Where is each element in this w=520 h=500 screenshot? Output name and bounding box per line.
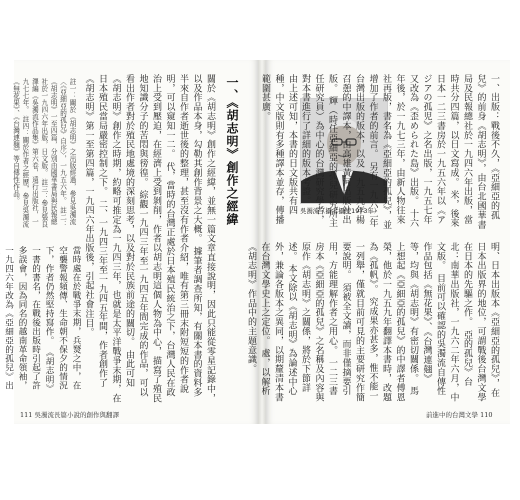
paragraph: 由上述可知，本書的日文版共有四種，中文版則有多種譯本並存，傳播範圍甚廣。 [260, 74, 297, 225]
section-heading: 一、《胡志明》創作之經緯 [225, 76, 239, 226]
footnotes [11, 78, 76, 228]
left-page [3, 60, 258, 424]
paragraph: 目前可以確認的吳濁流自傳性作品包括《無花果》、《台灣連翹》等，均與《胡志明》有密切關係。 [408, 242, 445, 396]
right-page [246, 60, 510, 424]
right-body-lower [246, 242, 500, 402]
paragraph: 輝（時任亞細亞的孤兒研究所主任研究員）為中心的台灣研究學者，對本書進行了詳細的版本考證。 [300, 74, 337, 228]
paragraph: 須被全文讀，而非僅摘要引用，方能理解作者之用心。 [327, 242, 351, 396]
paragraph: 代，當時的台灣正處於日本殖民統治之下，台灣人民在政治上受到壓迫，在經濟上受到剝削，作者以胡志明這個人物為中心，描寫了殖民地知識分子的苦悶與徬徨。 [137, 74, 175, 403]
footnote: 註三：參見張良澤編《吳濁流作品集》第六卷，遠行出版社，一九七七年。 [20, 78, 48, 228]
quote-paragraph: 當時處在於戰爭末期，兵燹之中，在空襲警報頻傳、生命朝不保夕的情況下，作者仍然堅持寫作。 [44, 246, 81, 390]
footnote: 註四：關於作者之經歷，參見吳濁流《無花果》、《台灣連翹》等自傳性作品。 [11, 78, 29, 228]
paragraph: 究成果亦甚多，惟不能一一列舉，僅就目前可見的主要研究作簡要說明。 [340, 242, 378, 402]
footnote: 註二：《胡志明》一至四篇，分別由國華書局與民報總社於一九四六年出版，日文版。 [39, 78, 67, 228]
paragraph: 馬上想起《亞細亞的孤兒》的中譯者傅恩榮，他於一九五九年翻譯本書時，改題為《孤帆》。 [367, 242, 418, 402]
left-body-text [84, 74, 216, 404]
photo-caption: 吳濁流（攝者攝於1973年） [300, 207, 381, 215]
paragraph: 明、日本出版本《亞細亞的孤兒》，在日本出版界的地位，可謂戰後台灣文學在日本的先驅之作。 [462, 242, 499, 402]
paragraph: 處，以解析《胡志明》作品中的主題意識。 [246, 242, 270, 396]
paragraph: 由此可知《胡志明》創作之時期，約略可推定為一九四三年，也就是太平洋戰爭末期，在日本殖民當局嚴密控制之下。 [97, 74, 134, 403]
quote-block [3, 246, 82, 396]
paragraph: 十六年後，於一九七三年，由新人物往來社再版，書名為《亞細亞的孤兒》，並增加了作者的前言。 [367, 74, 418, 230]
left-running-footer: 111 吳濁流長篇小說的創作與翻譯 [20, 411, 119, 419]
paragraph: 一二三書房本《亞細亞的孤兒》之名稱及內容與原作《胡志明》之關係，將於下節詳述。 [286, 242, 337, 402]
paragraph: 米，後來日本一二三書房於一九五六年以《アジアの孤児》之名出版，一九五七年又改為《歪められた島》出版。 [408, 74, 459, 228]
paragraph: 關於《胡志明》創作之經緯，並無一篇文章直接說明，因此只能從零星記錄中，以及作品本身，勾勒其創作背景之大概。 [191, 74, 215, 403]
quote-paragraph: 《胡志明》一書的書名，在戰後出版時引起了許多誤會，因為同名的越南革命領袖，一九四六年改為《亞細亞的孤兒》出 [3, 246, 54, 394]
book-spread [3, 60, 510, 424]
paragraph: 本文除以《胡志明》為論述中心外，兼論各版本之異同，以期釐清本書在台灣文學史上之定位。 [259, 242, 297, 402]
right-body-upper-left [260, 74, 298, 232]
paragraph: 據筆者調查所知，有關本書的資料多半來自作者逝世後的整理，甚至沒有作者介紹，唯有第三冊末附短短的作者說明，可以窺知一二。 [164, 74, 202, 397]
paragraph: 另有一九六二年台灣出版的版本，以及一九五九年楊召憩的中譯本，由高雄黃河出版社出版。 [327, 74, 378, 228]
paragraph: 綜觀一九四三年至一九四五年間完成的作品，可以看出作者對於殖民地處境的深刻思考，以及對於民族前途的關切。 [124, 74, 148, 397]
paragraph: 亞的孤兒》台北：南華出版社，一九六二年六月，中文版。 [435, 242, 472, 402]
paragraph: 二、一九四三年至一九四五年間，作者創作了《胡志明》第一至第四篇，一九四六年出版後，引起社會注目。 [83, 74, 107, 388]
footnote: 註一：關於《胡志明》之出版經過，參見吳濁流〈《亞細亞的孤兒》自序〉，一九五六年。 [58, 78, 76, 225]
right-running-footer: 前進中的台灣文學 110 [426, 411, 493, 419]
paragraph: 一、出版：戰後不久，《亞細亞的孤兒》的前身《胡志明》，由台北國華書局及民報總社於一九四六年出版，當時共分四篇，以日文寫成。 [448, 74, 499, 230]
